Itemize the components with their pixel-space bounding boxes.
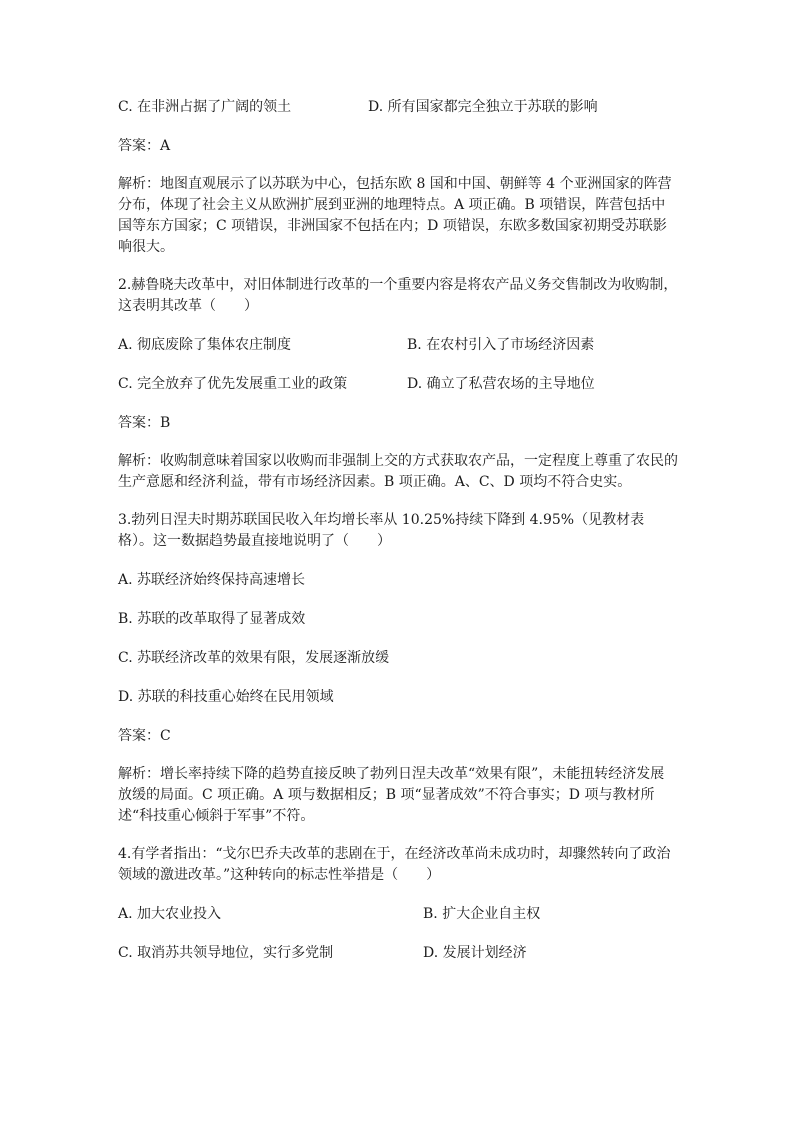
q4-stem: 4.有学者指出：“戈尔巴乔夫改革的悲剧在于，在经济改革尚未成功时，却骤然转向了政治领域的激进改革。”这种转向的标志性举措是（ ） [118,846,671,883]
q4-option-b: B. 扩大企业自主权 [423,906,541,922]
q3-option-a: A. 苏联经济始终保持高速增长 [118,572,306,588]
q3-analysis: 解析：增长率持续下降的趋势直接反映了勃列日涅夫改革“效果有限”，未能扭转经济发展放缓的局面。C 项正确。A 项与数据相反；B 项“显著成效”不符合事实；D 项与教材所述“科技重心倾斜于军事”不符。 [118,766,665,824]
q2-option-d: D. 确立了私营农场的主导地位 [407,376,595,392]
q1-option-c: C. 在非洲占据了广阔的领土 [118,99,292,115]
q2-option-b: B. 在农村引入了市场经济因素 [407,337,595,353]
q2-option-c: C. 完全放弃了优先发展重工业的政策 [118,376,348,392]
q2-stem: 2.赫鲁晓夫改革中，对旧体制进行改革的一个重要内容是将农产品义务交售制改为收购制，这表明其改革（ ） [118,277,678,314]
q1-options-cd [118,96,678,118]
q3-option-c: C. 苏联经济改革的效果有限，发展逐渐放缓 [118,650,390,666]
q4-options-cd [118,942,678,964]
q1-analysis: 解析：地图直观展示了以苏联为中心，包括东欧 8 国和中国、朝鲜等 4 个亚洲国家的阵营分布，体现了社会主义从欧洲扩展到亚洲的地理特点。A 项正确。B 项错误，阵营包括中国等东方国家；C 项错误，非洲国家不包括在内；D 项错误，东欧多数国家初期受苏联影响很大。 [118,176,672,255]
q3-option-d: D. 苏联的科技重心始终在民用领域 [118,689,334,705]
q4-options-ab [118,903,678,925]
q3-option-b: B. 苏联的改革取得了显著成效 [118,611,306,627]
q1-option-d: D. 所有国家都完全独立于苏联的影响 [368,99,598,115]
q2-analysis: 解析：收购制意味着国家以收购而非强制上交的方式获取农产品，一定程度上尊重了农民的生产意愿和经济利益，带有市场经济因素。B 项正确。A、C、D 项均不符合史实。 [118,453,678,490]
q2-answer: 答案：B [118,415,171,431]
q4-option-d: D. 发展计划经济 [423,945,527,961]
q4-option-c: C. 取消苏共领导地位，实行多党制 [118,945,334,961]
q2-options-cd [118,373,678,395]
q2-options-ab [118,334,678,356]
q1-answer: 答案：A [118,138,171,154]
q3-stem: 3.勃列日涅夫时期苏联国民收入年均增长率从 10.25%持续下降到 4.95%（见教材表格）。这一数据趋势最直接地说明了（ ） [118,512,645,549]
q3-answer: 答案：C [118,728,171,744]
worksheet-page [118,96,678,964]
q2-option-a: A. 彻底废除了集体农庄制度 [118,337,292,353]
q4-option-a: A. 加大农业投入 [118,906,222,922]
